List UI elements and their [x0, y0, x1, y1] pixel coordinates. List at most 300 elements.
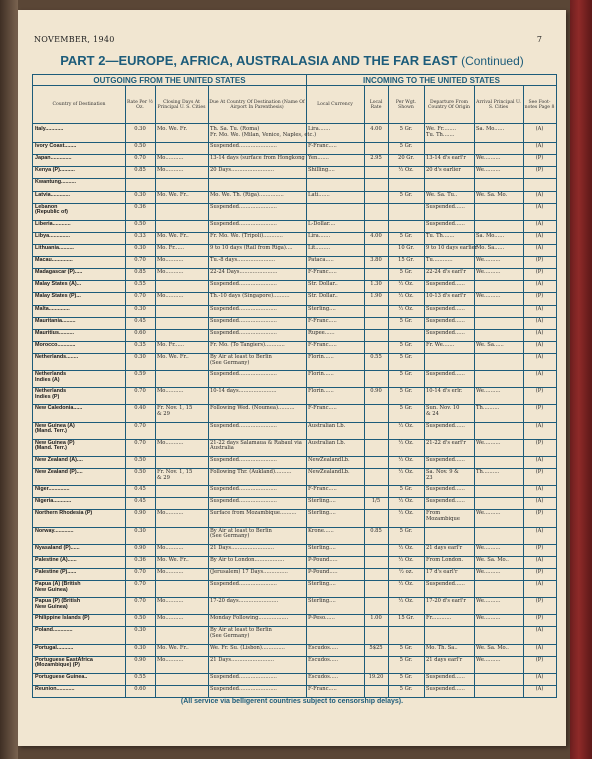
table-row: [33, 317, 556, 329]
cell-per-weight: 5 Gr.: [399, 232, 413, 239]
cell-footnote: (A): [535, 203, 544, 210]
cell-footnote: (P): [535, 656, 544, 663]
cell-country: Nyasaland (P)......: [35, 544, 80, 551]
cell-arrival: We..........: [476, 544, 501, 551]
cell-rate: 0.50: [134, 220, 146, 227]
cell-country: Nigeria............: [35, 498, 72, 505]
document-page: [18, 10, 566, 746]
table-row: [33, 544, 556, 556]
cell-closing-days: Mo...........: [157, 439, 184, 446]
cell-arrival: We. Sa......: [476, 341, 504, 348]
cell-currency: P-Peso......: [308, 615, 335, 622]
table-row: [33, 154, 556, 166]
cell-due-at: Suspended.......................: [210, 498, 277, 505]
cell-country: Latvia.............: [35, 191, 71, 198]
cell-footnote: (A): [535, 245, 544, 252]
cell-country: Mauritania.........: [35, 317, 76, 324]
cell-currency: Krone......: [308, 527, 334, 534]
cell-footnote: (P): [535, 293, 544, 300]
column-header-currency: Local Currency: [317, 102, 353, 108]
table-row: [33, 580, 556, 597]
cell-per-weight: 5 Gr.: [399, 143, 413, 150]
cell-local-rate: 1/5: [371, 498, 381, 505]
table-row: [33, 527, 556, 544]
cell-arrival: Sa. Mo......: [476, 232, 505, 239]
cell-per-weight: 5 Gr.: [399, 644, 413, 651]
cell-due-at: By Air at least to Berlin (See Germany): [210, 353, 272, 366]
table-row: [33, 568, 556, 580]
cell-departure: Suspended......: [426, 685, 465, 692]
cell-country: Malay States (P)...: [35, 293, 81, 300]
cell-due-at: Suspended.......................: [210, 220, 277, 227]
cell-arrival: Mo. Sa......: [476, 245, 505, 252]
cell-country: Madagascar (P).....: [35, 269, 83, 276]
table-row: [33, 341, 556, 353]
cell-departure: Suspended......: [426, 673, 465, 680]
cell-per-weight: ½ Oz.: [398, 598, 414, 605]
cell-due-at: Suspended.......................: [210, 203, 277, 210]
column-header-departure: Departure From Country Of Origin: [427, 99, 471, 110]
table-row: [33, 244, 556, 256]
cell-country: Palestine (P)......: [35, 568, 77, 575]
cell-currency: Escudos.....: [308, 644, 339, 651]
cell-currency: Escudos.....: [308, 673, 339, 680]
cell-per-weight: ½ Oz.: [398, 498, 414, 505]
cell-country: Liberia............: [35, 220, 71, 227]
cell-country: Norway.............: [35, 527, 74, 534]
cell-currency: Australian Lb.: [308, 439, 346, 446]
cell-footnote: (P): [535, 388, 544, 395]
cell-rate: 0.90: [134, 656, 146, 663]
cell-footnote: (A): [535, 329, 544, 336]
cell-footnote: (A): [535, 220, 544, 227]
cell-footnote: (P): [535, 510, 544, 517]
book-spine: [570, 0, 592, 759]
cell-local-rate: 1.30: [370, 281, 382, 288]
cell-due-at: 13-14 days (surface from Hongkong: [210, 155, 305, 162]
cell-per-weight: 15 Gr.: [398, 615, 414, 622]
cell-country: Malta..............: [35, 305, 70, 312]
cell-rate: 0.50: [134, 468, 146, 475]
cell-due-at: 21-22 days Salamaua & Rabaul via Australia: [210, 439, 302, 452]
cell-due-at: Suspended.......................: [210, 281, 277, 288]
cell-closing-days: Mo...........: [157, 155, 184, 162]
cell-footnote: (P): [535, 598, 544, 605]
table-row: [33, 178, 556, 190]
table-row: [33, 685, 556, 697]
table-row: [33, 556, 556, 568]
cell-currency: Escudos.....: [308, 656, 339, 663]
cell-departure: Suspended......: [426, 580, 465, 587]
cell-country: New Guinea (A) (Mand. Terr.): [35, 422, 75, 435]
cell-country: Niger..............: [35, 486, 70, 493]
cell-country: Portugal...........: [35, 644, 74, 651]
cell-rate: 0.50: [134, 615, 146, 622]
table-row: [33, 387, 556, 404]
cell-footnote: (A): [535, 422, 544, 429]
cell-rate: 0.60: [134, 329, 146, 336]
cell-arrival: We. Sa. Mo..: [476, 556, 509, 563]
cell-per-weight: 15 Gr.: [398, 257, 414, 264]
table-row: [33, 468, 556, 485]
cell-arrival: Th..........: [476, 468, 500, 475]
cell-country: Papua (P) (British New Guinea): [35, 598, 81, 610]
cell-rate: 0.30: [134, 191, 146, 198]
cell-currency: Yen.......: [308, 155, 329, 162]
cell-closing-days: Mo. Fr......: [157, 341, 185, 348]
cell-local-rate: 3.80: [370, 257, 382, 264]
cell-departure: Suspended......: [426, 281, 465, 288]
cell-local-rate: 1.00: [370, 615, 382, 622]
table-row: [33, 509, 556, 526]
cell-due-at: Th. Sa. Tu. (Roma) Fr. Mo. We. (Milan, Venice, Naples, etc.): [210, 126, 317, 138]
cell-footnote: (P): [535, 544, 544, 551]
cell-due-at: Following Wed. (Noumea)..........: [210, 405, 295, 412]
cell-currency: F-Franc.....: [308, 486, 337, 493]
cell-currency: Pataca.....: [308, 257, 334, 264]
cell-departure: Suspended......: [426, 498, 465, 505]
cell-rate: 0.45: [134, 498, 146, 505]
cell-due-at: Monday Following..................: [210, 615, 289, 622]
table-row: [33, 422, 556, 439]
cell-due-at: Suspended.......................: [210, 317, 277, 324]
cell-rate: 0.55: [134, 673, 146, 680]
cell-per-weight: ½ oz.: [398, 568, 414, 575]
cell-due-at: Fr. Mo. We. (Tripoli)............: [210, 232, 283, 239]
cell-currency: Sterling....: [308, 498, 336, 505]
cell-closing-days: Mo. We. Fr..: [157, 232, 189, 239]
cell-arrival: We..........: [476, 388, 501, 395]
cell-rate: 0.70: [134, 422, 146, 429]
cell-departure: Sa. Nov. 9 & 23: [426, 468, 459, 481]
cell-departure: 22-24 d's earl'r: [426, 269, 466, 276]
cell-departure: We. Fr........ Tu. Th.......: [426, 126, 456, 138]
cell-rate: 0.30: [134, 126, 146, 132]
page-number: 7: [536, 35, 542, 44]
cell-closing-days: Mo...........: [157, 388, 184, 395]
column-header-rate: Rate Per ½ Oz.: [126, 99, 154, 110]
table-row: [33, 125, 556, 142]
cell-departure: Fr. We.......: [426, 341, 455, 348]
cell-currency: Sterling....: [308, 544, 336, 551]
cell-currency: F-Franc.....: [308, 341, 337, 348]
table-row: [33, 353, 556, 370]
cell-due-at: 10-14 days.......................: [210, 388, 277, 395]
cell-footnote: (A): [535, 486, 544, 493]
cell-departure: From London.: [426, 556, 464, 563]
cell-rate: 0.70: [134, 257, 146, 264]
cell-departure: Suspended......: [426, 203, 465, 210]
cell-closing-days: Mo...........: [157, 615, 184, 622]
cell-country: Poland.............: [35, 627, 73, 634]
table-row: [33, 456, 556, 468]
table-row: [33, 597, 556, 614]
cell-departure: From Mozambique: [426, 510, 460, 522]
cell-rate: 0.70: [134, 155, 146, 162]
cell-footnote: (P): [535, 615, 544, 622]
table-row: [33, 166, 556, 178]
issue-date: NOVEMBER, 1940: [34, 35, 115, 44]
cell-due-at: By Air to London..................: [210, 556, 285, 563]
table-row: [33, 370, 556, 387]
column-header-footnote: See Foot-notes Page 8: [524, 99, 555, 110]
cell-arrival: We..........: [476, 269, 501, 276]
cell-departure: Suspended......: [426, 329, 465, 336]
cell-departure: Suspended......: [426, 486, 465, 493]
cell-departure: 17 d's earl'r: [426, 568, 458, 575]
cell-rate: 0.45: [134, 317, 146, 324]
cell-local-rate: 0.90: [370, 388, 382, 395]
header-rule: [33, 123, 556, 124]
cell-rate: 0.45: [134, 486, 146, 493]
cell-per-weight: ½ Oz.: [398, 439, 414, 446]
book-binding: [0, 0, 18, 759]
cell-per-weight: ½ Oz.: [398, 556, 414, 563]
cell-closing-days: Mo. We. Fr..: [157, 191, 189, 198]
table-row: [33, 485, 556, 497]
cell-rate: 0.50: [134, 456, 146, 463]
cell-footnote: (A): [535, 627, 544, 634]
cell-local-rate: 1.90: [370, 293, 382, 300]
cell-currency: L-Dollar....: [308, 220, 336, 227]
cell-rate: 0.35: [134, 341, 146, 348]
cell-departure: Fr............: [426, 615, 452, 622]
cell-footnote: (A): [535, 527, 544, 534]
cell-closing-days: Mo...........: [157, 167, 184, 174]
cell-due-at: Suspended.......................: [210, 456, 277, 463]
table-row: [33, 439, 556, 456]
cell-due-at: 20 Days..........................: [210, 167, 274, 174]
cell-due-at: Suspended.......................: [210, 422, 277, 429]
table-row: [33, 268, 556, 280]
cell-currency: P-Pound.....: [308, 568, 338, 575]
cell-currency: F-Franc.....: [308, 269, 337, 276]
cell-country: New Zealand (A)....: [35, 456, 83, 463]
cell-departure: 9 to 10 days earlier: [426, 245, 478, 252]
cell-due-at: Suspended.......................: [210, 305, 277, 312]
cell-footnote: (P): [535, 568, 544, 575]
table-row: [33, 256, 556, 268]
cell-per-weight: 5 Gr.: [399, 656, 413, 663]
cell-per-weight: 5 Gr.: [399, 371, 413, 378]
cell-arrival: We..........: [476, 257, 501, 264]
cell-rate: 0.50: [134, 143, 146, 150]
cell-closing-days: Mo...........: [157, 544, 184, 551]
cell-country: Japan..............: [35, 155, 72, 162]
cell-due-at: Suspended.......................: [210, 685, 277, 692]
cell-footnote: (A): [535, 456, 544, 463]
cell-country: Lebanon (Republic of): [35, 203, 68, 216]
cell-rate: 0.59: [134, 371, 146, 378]
cell-per-weight: 5 Gr.: [399, 317, 413, 324]
cell-footnote: (A): [535, 353, 544, 360]
cell-footnote: (P): [535, 405, 544, 412]
cell-departure: Tu. Th.......: [426, 232, 455, 239]
cell-due-at: We. Fr. Su. (Lisbon)..............: [210, 644, 285, 651]
cell-arrival: We..........: [476, 656, 501, 663]
cell-rate: 0.70: [134, 598, 146, 605]
cell-footnote: (A): [535, 281, 544, 288]
cell-due-at: Suspended.......................: [210, 673, 277, 680]
cell-per-weight: ½ Oz.: [398, 281, 414, 288]
cell-closing-days: Mo...........: [157, 510, 184, 517]
cell-footnote: (A): [535, 317, 544, 324]
cell-arrival: We..........: [476, 615, 501, 622]
cell-departure: 21 days earl'r: [426, 544, 463, 551]
cell-rate: 0.70: [134, 439, 146, 446]
table-row: [33, 673, 556, 685]
cell-closing-days: Mo. We. Fr..: [157, 556, 189, 563]
cell-due-at: 21 Days..........................: [210, 656, 274, 663]
cell-currency: Florin......: [308, 388, 334, 395]
cell-per-weight: 5 Gr.: [399, 405, 413, 412]
cell-closing-days: Mo...........: [157, 656, 184, 663]
cell-country: Morocco............: [35, 341, 76, 348]
schedule-table: [32, 74, 557, 698]
table-row: [33, 305, 556, 317]
cell-footnote: (A): [535, 305, 544, 312]
cell-footnote: (A): [535, 498, 544, 505]
cell-due-at: Suspended.......................: [210, 329, 277, 336]
cell-closing-days: Mo...........: [157, 568, 184, 575]
cell-footnote: (P): [535, 155, 544, 162]
column-header-country: Country of Destination: [52, 102, 106, 108]
cell-departure: 13-14 d's earl'r: [426, 155, 466, 162]
cell-per-weight: 5 Gr.: [399, 353, 413, 360]
cell-per-weight: 5 Gr.: [399, 486, 413, 493]
column-header-closing-days: Closing Days At Principal U. S. Cities: [157, 99, 206, 110]
cell-due-at: Suspended.......................: [210, 371, 277, 378]
cell-currency: Shilling....: [308, 167, 335, 174]
cell-per-weight: 5 Gr.: [399, 388, 413, 395]
cell-closing-days: Mo...........: [157, 257, 184, 264]
cell-currency: Lati.......: [308, 191, 330, 198]
cell-per-weight: 20 Gr.: [398, 155, 414, 162]
cell-arrival: We..........: [476, 439, 501, 446]
cell-arrival: We. Sa. Mo..: [476, 644, 509, 651]
cell-country: Macau..............: [35, 257, 73, 264]
cell-footnote: (A): [535, 556, 544, 563]
cell-currency: Lira.......: [308, 126, 331, 132]
cell-local-rate: 4.00: [370, 232, 382, 239]
cell-rate: 0.70: [134, 568, 146, 575]
cell-departure: 17-20 d's earl'r: [426, 598, 466, 605]
cell-currency: Lit.........: [308, 245, 331, 252]
cell-per-weight: 5 Gr.: [399, 341, 413, 348]
table-row: [33, 220, 556, 232]
cell-country: Reunion............: [35, 685, 75, 692]
cell-country: Portuguese Guinea..: [35, 673, 88, 680]
cell-arrival: Th..........: [476, 405, 500, 412]
cell-departure: 20 d's earlier: [426, 167, 461, 174]
cell-per-weight: 5 Gr.: [399, 685, 413, 692]
cell-due-at: By Air at least to Berlin (See Germany): [210, 527, 272, 540]
cell-country: Papua (A) (British New Guinea): [35, 580, 81, 593]
cell-departure: 21 days earl'r: [426, 656, 463, 663]
table-row: [33, 191, 556, 203]
cell-rate: 0.30: [134, 644, 146, 651]
cell-departure: Suspended......: [426, 371, 465, 378]
cell-footnote: (P): [535, 439, 544, 446]
cell-closing-days: Mo. We. Fr..: [157, 644, 189, 651]
cell-per-weight: 5 Gr.: [399, 269, 413, 276]
cell-currency: Sterling....: [308, 598, 336, 605]
column-header-per-weight: Per Wgt. Shown: [395, 99, 417, 110]
cell-country: Lithuania..........: [35, 245, 74, 252]
cell-arrival: We. Sa. Mo.: [476, 191, 508, 198]
cell-departure: Sun. Nov. 10 & 24: [426, 405, 460, 418]
cell-due-at: (Jerusalem) 17 Days...............: [210, 568, 288, 575]
cell-footnote: (A): [535, 644, 544, 651]
table-row: [33, 497, 556, 509]
cell-local-rate: 5$25: [369, 644, 383, 651]
cell-closing-days: Fr. Nov. 1, 15 & 29: [157, 405, 193, 418]
cell-footnote: (A): [535, 191, 544, 198]
cell-country: Libya..............: [35, 232, 71, 239]
cell-rate: 0.36: [134, 556, 146, 563]
cell-footnote: (A): [535, 341, 544, 348]
cell-local-rate: 4.00: [370, 126, 382, 132]
cell-due-at: Suspended.......................: [210, 486, 277, 493]
cell-rate: 0.90: [134, 510, 146, 517]
cell-currency: Str. Dollar..: [308, 281, 338, 288]
cell-currency: F-Franc.....: [308, 685, 337, 692]
cell-per-weight: ½ Oz.: [398, 293, 414, 300]
cell-country: Italy............: [35, 126, 64, 132]
cell-arrival: We..........: [476, 510, 501, 517]
cell-departure: Suspended......: [426, 422, 465, 429]
cell-currency: Sterling....: [308, 305, 336, 312]
cell-departure: Suspended......: [426, 317, 465, 324]
cell-country: Ivory Coast........: [35, 143, 77, 150]
cell-country: New Guinea (P) (Mand. Terr.): [35, 439, 75, 452]
cell-currency: Australian Lb.: [308, 422, 346, 429]
cell-departure: 21-22 d's earl'r: [426, 439, 466, 446]
cell-due-at: Surface from Mozambique..........: [210, 510, 297, 517]
cell-country: Palestine (A)......: [35, 556, 77, 563]
cell-footnote: (A): [535, 371, 544, 378]
cell-due-at: 9 to 10 days (Rail from Riga)....: [210, 245, 293, 252]
cell-currency: Lira.......: [308, 232, 331, 239]
cell-per-weight: ½ Oz.: [398, 456, 414, 463]
cell-currency: NewZealandLb.: [308, 456, 350, 463]
cell-departure: Mo. Th. Sa..: [426, 644, 458, 651]
cell-arrival: We..........: [476, 167, 501, 174]
table-row: [33, 280, 556, 292]
cell-per-weight: 5 Gr.: [399, 673, 413, 680]
cell-closing-days: Mo. We. Fr..: [157, 353, 189, 360]
cell-country: New Caledonia......: [35, 405, 83, 412]
cell-rate: 0.30: [134, 627, 146, 634]
cell-closing-days: Mo...........: [157, 598, 184, 605]
cell-due-at: Fr. Mo. (To Tangiers)............: [210, 341, 285, 348]
cell-due-at: Suspended.......................: [210, 143, 277, 150]
cell-footnote: (P): [535, 167, 544, 174]
cell-due-at: 17-20 days........................: [210, 598, 279, 605]
cell-rate: 0.70: [134, 580, 146, 587]
cell-rate: 0.30: [134, 353, 146, 360]
cell-closing-days: Mo...........: [157, 269, 184, 276]
cell-due-at: Tu.-8 days.......................: [210, 257, 276, 264]
cell-departure: Suspended......: [426, 305, 465, 312]
cell-currency: Rupee......: [308, 329, 335, 336]
cell-rate: 0.90: [134, 544, 146, 551]
cell-footnote: (A): [535, 143, 544, 150]
cell-country: Philippine Islands (P): [35, 615, 90, 622]
cell-rate: 0.36: [134, 203, 146, 210]
page-title: [18, 53, 566, 68]
cell-currency: F-Franc.....: [308, 143, 337, 150]
